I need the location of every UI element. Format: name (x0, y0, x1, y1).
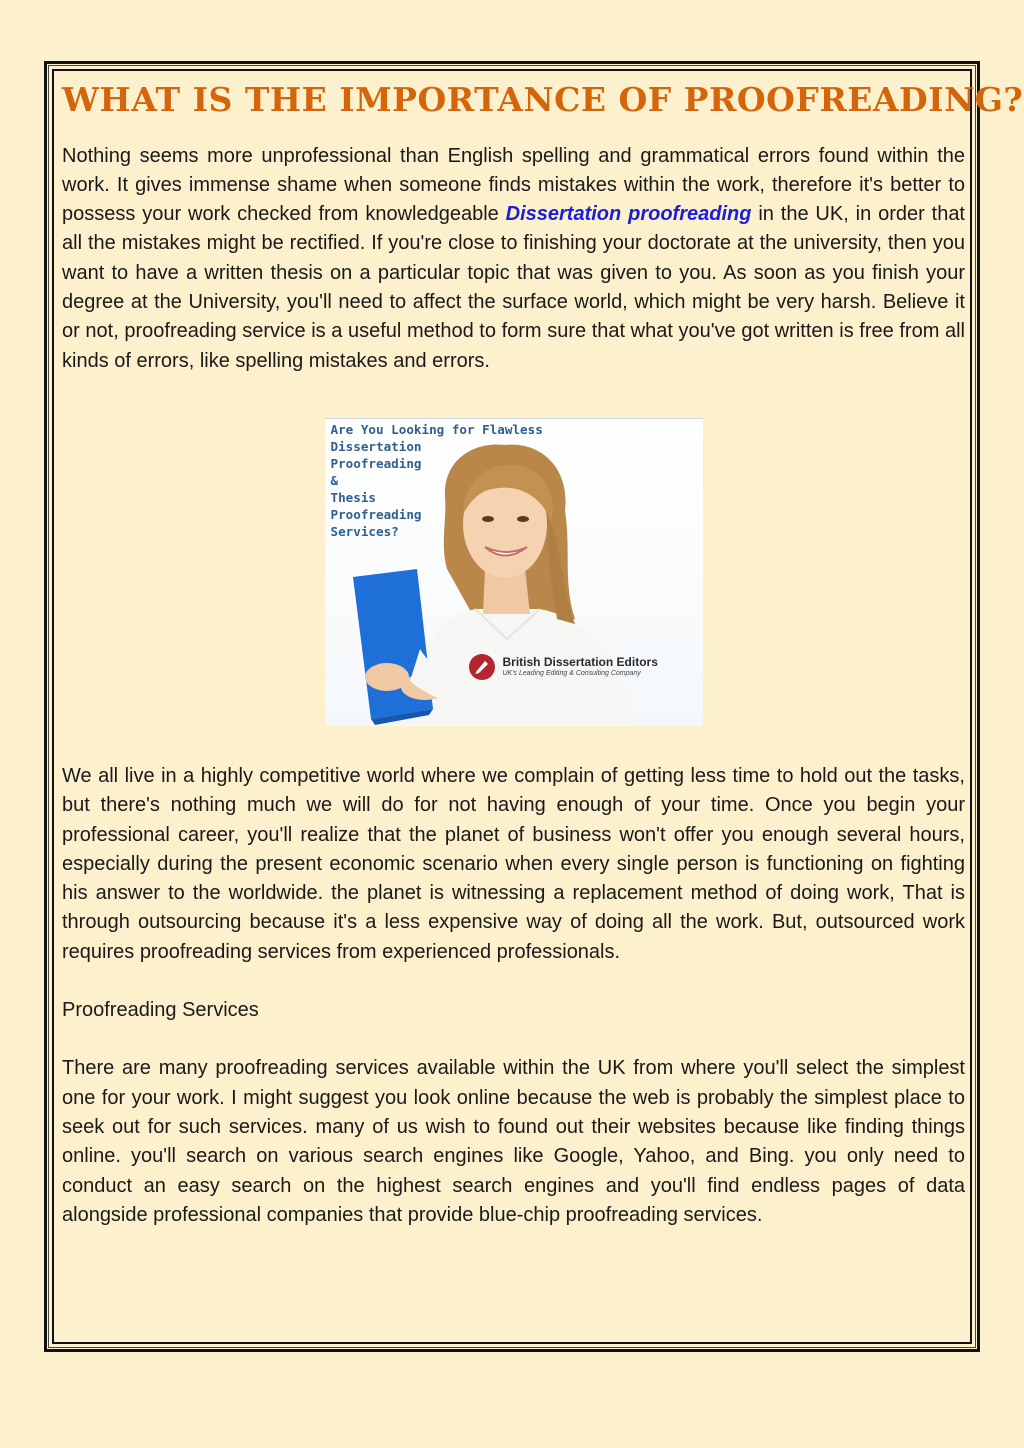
promo-line: Proofreading (330, 455, 422, 471)
promo-line: Services? (330, 523, 399, 539)
promo-headline (331, 421, 543, 540)
document-content (62, 80, 1024, 1230)
company-tagline: UK's Leading Editing & Consulting Company (502, 669, 641, 677)
section-heading-proofreading-services: Proofreading Services (62, 999, 259, 1022)
intro-paragraph (62, 142, 965, 376)
promo-line: Dissertation (330, 438, 422, 454)
intro-text-start: Nothing seems more unprofessional than English spelling and grammatical errors found within the work. It gives immense shame when someone finds mistakes within the work, therefore it's better to possess your work checked from knowledgeable (62, 144, 965, 226)
promo-line: Are You Looking for Flawless (330, 421, 543, 437)
promo-line: & (330, 472, 339, 488)
dissertation-proofreading-link[interactable]: Dissertation proofreading (505, 203, 752, 226)
intro-text-end: in the UK, in order that all the mistakes might be rectified. If you're close to finishing your doctorate at the university, then you want to have a written thesis on a particular topic that was given to you. As soon as you finish your degree at the University, you'll need to affect the surface world, which might be very harsh. Believe it or not, proofreading service is a useful method to form sure that what you've got written is free from all kinds of errors, like spelling mistakes and errors. (62, 203, 965, 372)
promo-image (325, 418, 703, 726)
pen-nib-logo-icon (469, 654, 495, 680)
services-paragraph: There are many proofreading services available within the UK from where you'll select the simplest one for your work. I might suggest you look online because the web is probably the simplest place to seek out for such services. many of us wish to found out their websites because like finding things online. you'll search on various search engines like Google, Yahoo, and Bing. you only need to conduct an easy search on the highest search engines and you'll find endless pages of data alongside professional companies that provide blue-chip proofreading services. (62, 1057, 965, 1226)
company-name: British Dissertation Editors (502, 654, 658, 669)
document-title: WHAT IS THE IMPORTANCE OF PROOFREADING? (62, 80, 1024, 119)
company-logo (469, 649, 703, 685)
promo-line: Proofreading (330, 506, 422, 522)
promo-line: Thesis (330, 489, 376, 505)
competition-paragraph: We all live in a highly competitive world where we complain of getting less time to hold out the tasks, but there's nothing much we will do for not having enough of your time. Once you begin your professional career, you'll realize that the planet of business won't offer you enough several hours, especially during the present economic scenario when every single person is functioning on fighting his answer to the worldwide. the planet is witnessing a replacement method of doing work, That is through outsourcing because it's a less expensive way of doing all the work. But, outsourced work requires proofreading services from experienced professionals. (62, 764, 965, 963)
